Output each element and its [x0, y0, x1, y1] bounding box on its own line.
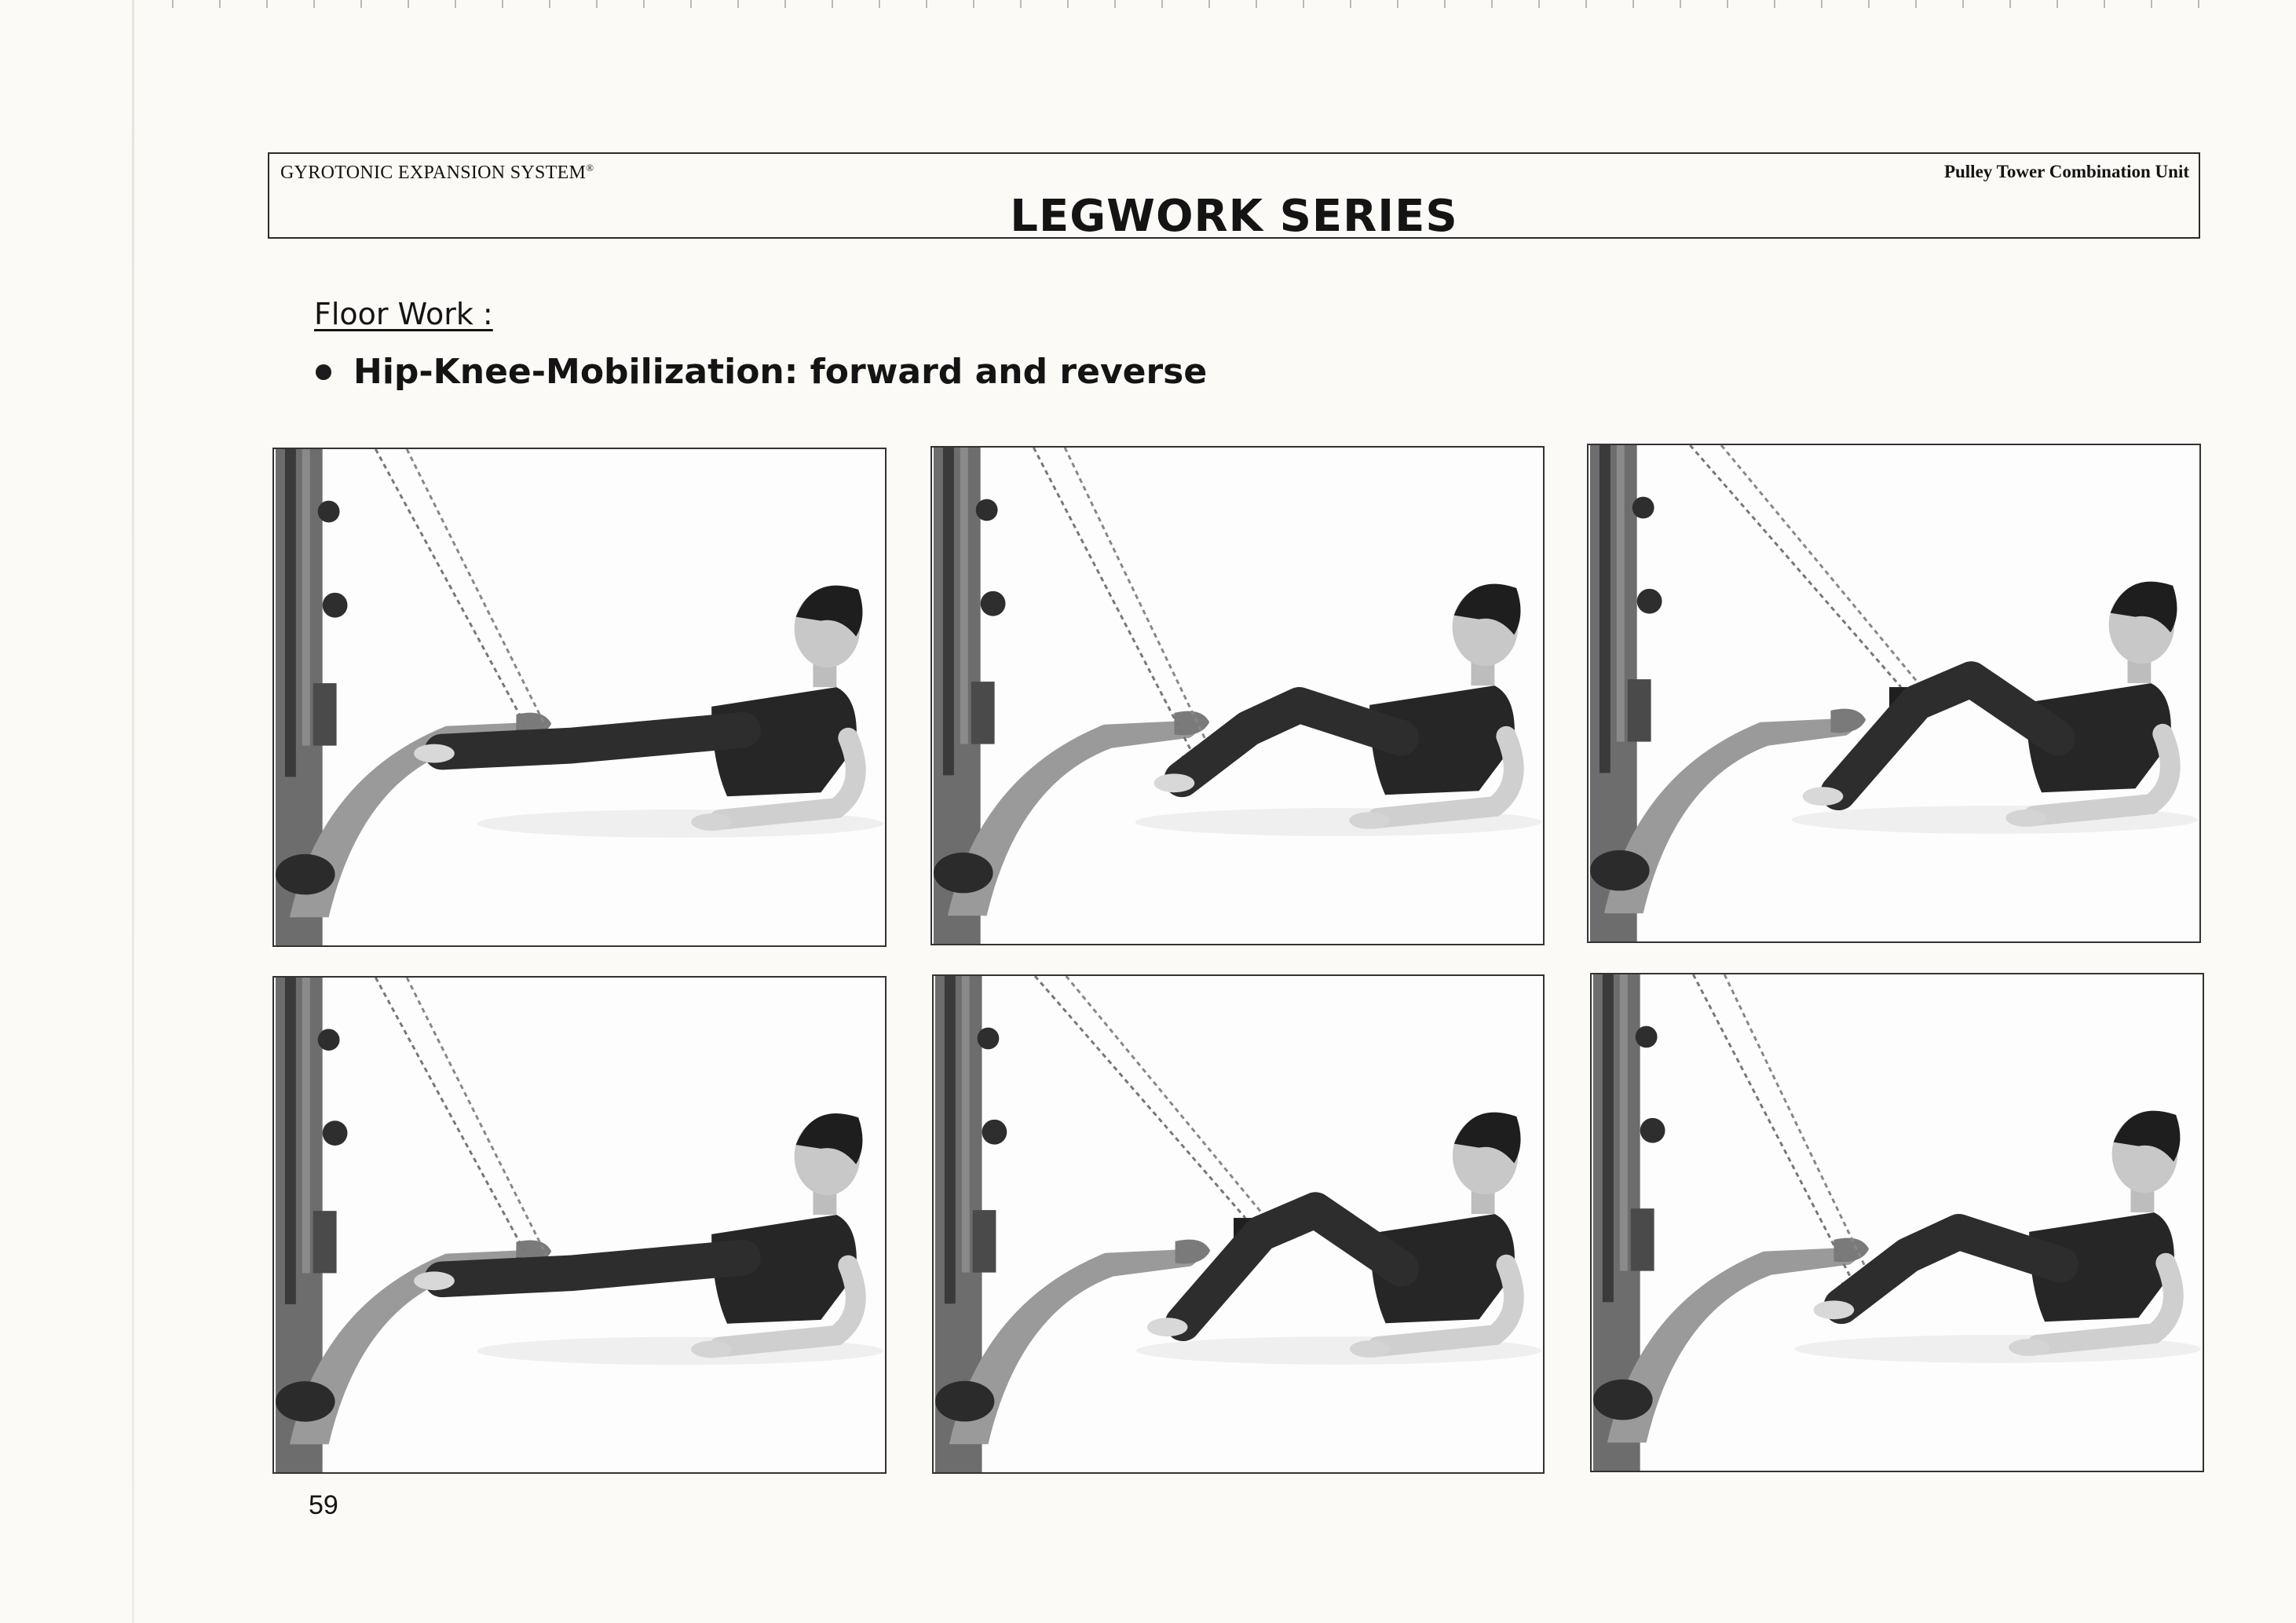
- exercise-photo-1: [272, 448, 887, 947]
- section-label: Floor Work :: [314, 297, 493, 331]
- exercise-photo-4: [272, 976, 887, 1474]
- exercise-illustration: [932, 448, 1543, 944]
- page-title: LEGWORK SERIES: [1010, 191, 1458, 242]
- paper-edge: [132, 0, 134, 1623]
- header-brand-text: GYROTONIC EXPANSION SYSTEM: [280, 163, 587, 183]
- perforation-marks: [0, 0, 2296, 14]
- exercise-title: Hip-Knee-Mobilization: forward and reverse: [353, 352, 1208, 392]
- exercise-photo-6: [1590, 973, 2204, 1472]
- exercise-photo-5: [932, 974, 1545, 1474]
- header-unit-name: Pulley Tower Combination Unit: [1943, 162, 2189, 181]
- exercise-illustration: [934, 976, 1543, 1472]
- page-number: 59: [309, 1490, 338, 1520]
- page-header: [268, 152, 2200, 242]
- exercise-illustration: [274, 449, 885, 945]
- exercise-illustration: [1589, 445, 2199, 941]
- exercise-photo-2: [930, 446, 1545, 945]
- registered-mark: ®: [586, 162, 594, 174]
- exercise-bullet: [316, 352, 1207, 392]
- bullet-icon: [316, 364, 331, 380]
- exercise-illustration: [274, 978, 885, 1472]
- exercise-photo-3: [1587, 444, 2201, 943]
- exercise-illustration: [1592, 974, 2203, 1471]
- header-brand: [280, 162, 594, 184]
